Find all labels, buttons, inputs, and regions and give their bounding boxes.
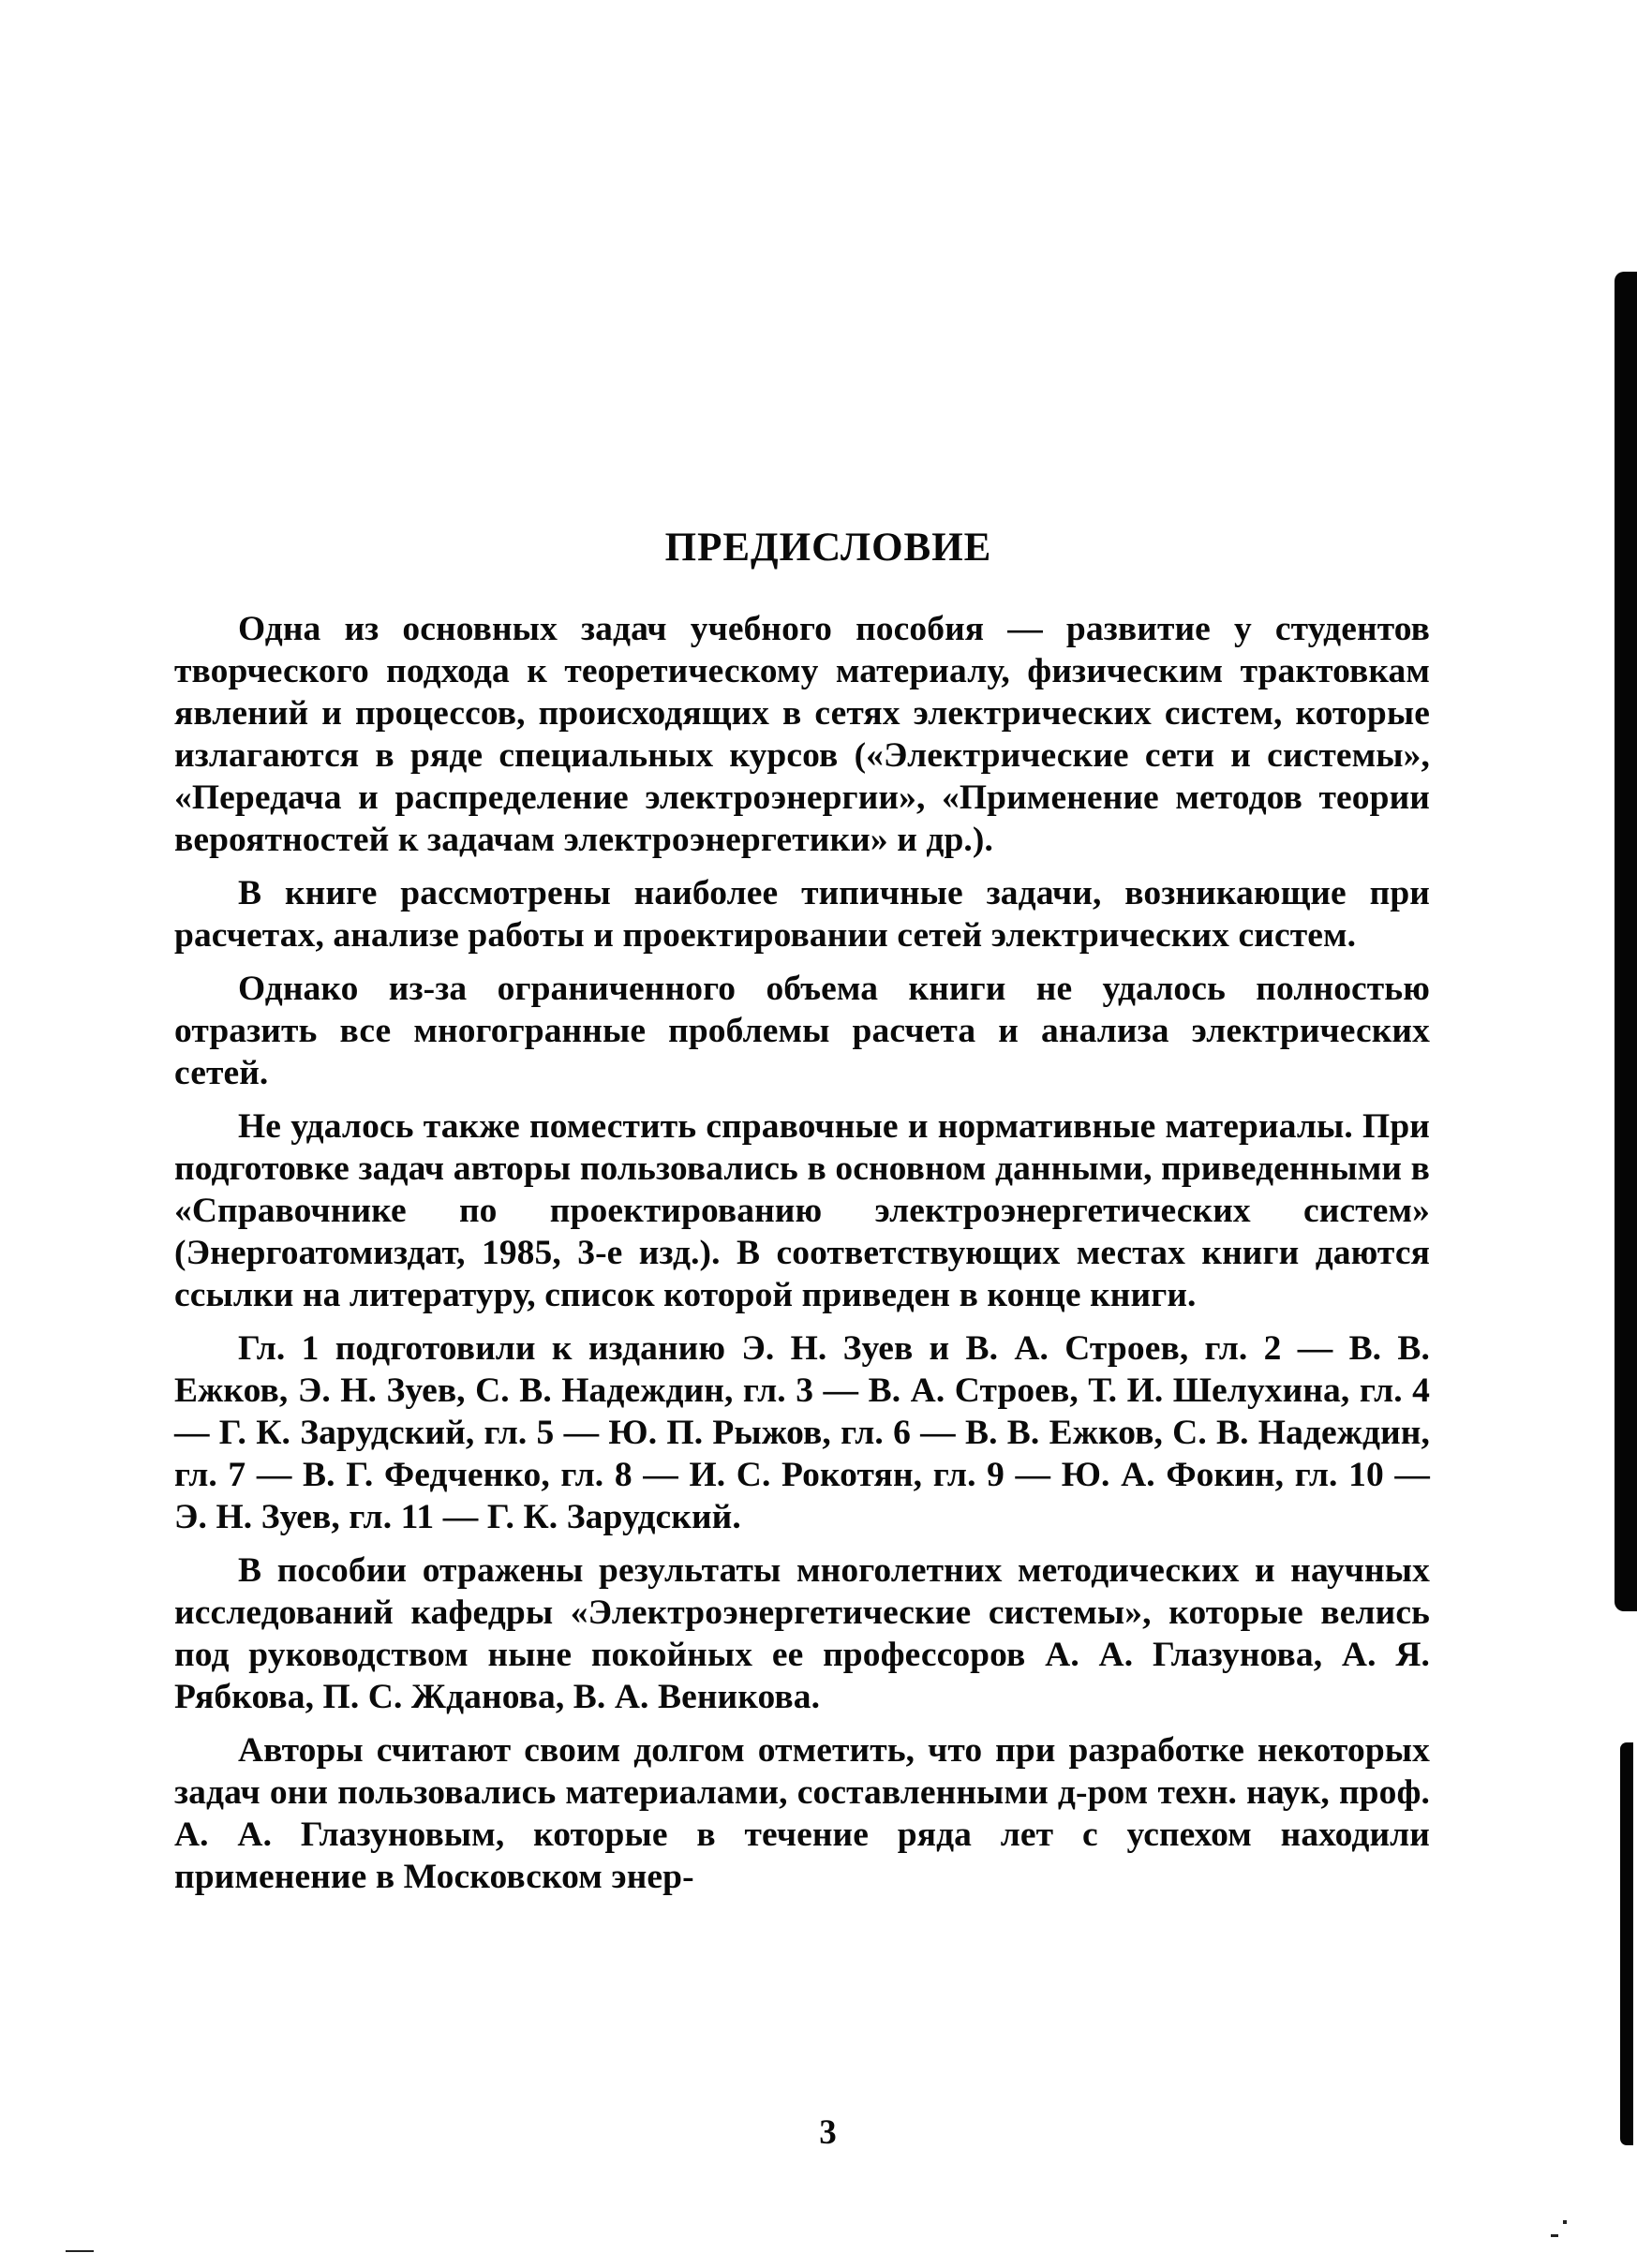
page-content xyxy=(174,525,1430,1909)
paragraph-department-research: В пособии отражены результаты многолетних методических и научных исследований кафедры «Электроэнергетические системы», которые велись под руководством ныне покойных ее профессоров А. А. Глазунова, А. Я. Рябкова, П. С. Жданова, В. А. Веникова. xyxy=(174,1551,1430,1716)
scan-speck xyxy=(1563,2220,1567,2224)
paragraph-typical-tasks: В книге рассмотрены наиболее типичные задачи, возникающие при расчетах, анализе работы и проектировании сетей электрических систем. xyxy=(174,874,1430,955)
paragraph-reference-materials: Не удалось также поместить справочные и нормативные материалы. При подготовке задач авторы пользовались в основном данными, приведенными в «Справочнике по проектированию электроэнергетических систем» (Энергоатомиздат, 1985, 3-е изд.). В соответствующих местах книги даются ссылки на литературу, список которой приведен в конце книги. xyxy=(174,1107,1430,1314)
paragraph-authors-chapters: Гл. 1 подготовили к изданию Э. Н. Зуев и В. А. Строев, гл. 2 — В. В. Ежков, Э. Н. Зуев, С. В. Надеждин, гл. 3 — В. А. Строев, Т. И. Шелухина, гл. 4 — Г. К. Зарудский, гл. 5 — Ю. П. Рыжов, гл. 6 — В. В. Ежков, С. В. Надеждин, гл. 7 — В. Г. Федченко, гл. 8 — И. С. Рокотян, гл. 9 — Ю. А. Фокин, гл. 10 — Э. Н. Зуев, гл. 11 — Г. К. Зарудский. xyxy=(174,1329,1430,1536)
scan-edge-shadow-upper xyxy=(1615,272,1637,1611)
paragraph-acknowledgement: Авторы считают своим долгом отметить, что при разработке некоторых задач они пользовались материалами, составленными д-ром техн. наук, проф. А. А. Глазуновым, которые в течение ряда лет с успехом находили применение в Московском энер- xyxy=(174,1731,1430,1896)
scan-speck xyxy=(1551,2234,1558,2237)
page-number: 3 xyxy=(819,2113,837,2152)
scan-speck xyxy=(66,2250,94,2252)
paragraph-intro: Одна из основных задач учебного пособия — развитие у студентов творческого подхода к теоретическому материалу, физическим трактовкам явлений и процессов, происходящих в сетях электрических систем, которые излагаются в ряде специальных курсов («Электрические сети и системы», «Передача и распределение электроэнергии», «Применение методов теории вероятностей к задачам электроэнергетики» и др.). xyxy=(174,610,1430,859)
scan-edge-shadow-lower xyxy=(1620,1742,1633,2145)
paragraph-limitations: Однако из-за ограниченного объема книги не удалось полностью отразить все многогранные проблемы расчета и анализа электрических сетей. xyxy=(174,970,1430,1092)
page-title: ПРЕДИСЛОВИЕ xyxy=(664,526,992,570)
